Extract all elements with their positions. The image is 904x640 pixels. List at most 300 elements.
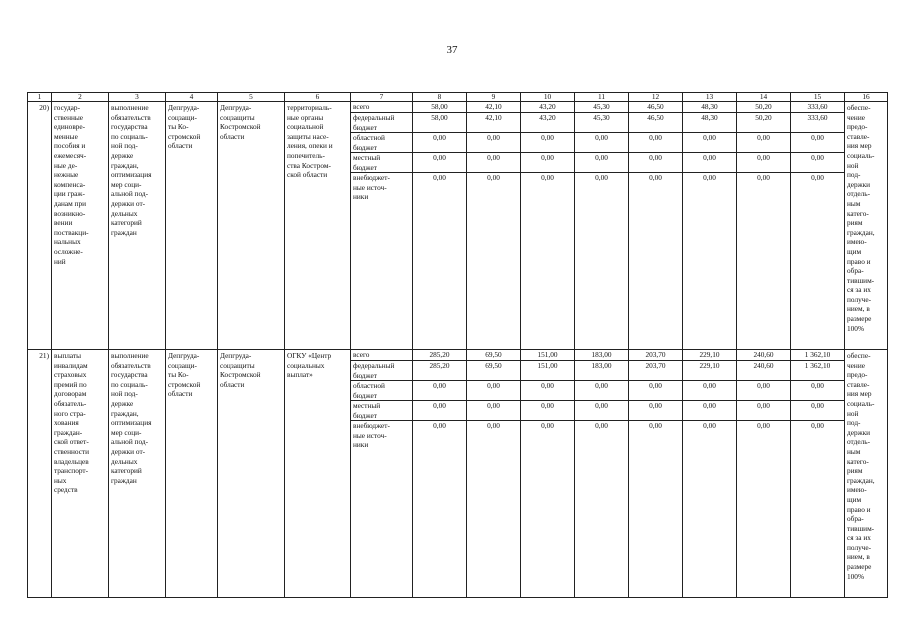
measure-name-line: страховых [54,370,87,380]
measure-name-line: поствакци- [54,227,89,237]
expected-result [845,350,888,598]
year-value-cell [683,350,737,598]
funding-source-label: всего [353,350,370,359]
column-number-12: 12 [629,93,683,102]
year-value-cell [521,102,575,350]
amount-value: 0,00 [791,132,844,152]
column-number-9: 9 [467,93,521,102]
funding-source-label: ники [353,192,369,202]
page-number: 37 [446,44,458,56]
participant-line: территориаль- [287,103,332,112]
amount-value: 0,00 [575,132,628,152]
measure-name [52,102,109,350]
amount-value: 46,50 [647,102,664,111]
responsible-executor-line: ты Ко- [168,122,189,132]
co-executor-line: соцзащиты [220,112,255,122]
responsible-executor-line: Депгруда- [168,351,200,360]
measure-name-line: ственные [54,112,84,122]
measure-name-line: ного стра- [54,408,86,418]
funding-source-label: внебюджет- [353,173,390,182]
co-executor-line: Костромской [220,122,261,132]
amount-value: 0,00 [629,152,682,172]
amount-value: 229,10 [699,350,720,359]
table-row [28,350,888,598]
amount-value: 0,00 [737,400,790,420]
expected-result-line: щим [847,246,862,256]
amount-value: 333,60 [807,102,828,111]
participant-line: выплат» [287,370,313,380]
measure-task-line: дельных [111,208,138,218]
measure-task-line: выполнение [111,351,149,360]
year-value-cell [575,350,629,598]
amount-value: 0,00 [521,152,574,172]
expected-result-line: отдель- [847,437,870,447]
expected-result-line: щим [847,494,862,504]
expected-result-line: предо- [847,370,868,380]
amount-value: 0,00 [521,380,574,400]
measure-task [109,350,166,598]
measure-name-line: нежные [54,170,79,180]
amount-value: 0,00 [791,420,844,597]
expected-result-line: чение [847,360,865,370]
amount-value: 333,60 [791,112,844,132]
co-executor-line: области [220,379,245,389]
expected-result-line: нием, в [847,304,870,314]
expected-result-line: ния мер [847,141,872,151]
amount-value: 1 362,10 [804,350,831,359]
funding-source [351,350,412,360]
amount-value: 50,20 [737,112,790,132]
year-value-cell [629,350,683,598]
co-executor-line: Депгруда- [220,103,252,112]
expected-result-line: получе- [847,542,872,552]
amount-value: 0,00 [629,380,682,400]
expected-result-line: ставле- [847,131,870,141]
amount-value: 0,00 [683,172,736,349]
table-row [28,102,888,350]
expected-result-line: отдель- [847,189,870,199]
expected-result-line: ным [847,446,861,456]
funding-source-label: бюджет [353,410,377,420]
amount-value: 43,20 [539,102,556,111]
participant [285,350,351,598]
funding-source [351,172,412,349]
amount-value: 0,00 [467,172,520,349]
amount-value: 183,00 [591,350,612,359]
funding-source-label: бюджет [353,122,377,132]
amount-value: 0,00 [467,420,520,597]
expected-result-line: нием, в [847,552,870,562]
measure-task-line: мер соци- [111,179,142,189]
expected-result-line: чение [847,112,865,122]
measure-name-line: нальных [54,237,81,247]
expected-result-line: размере [847,562,872,572]
co-executor-line: области [220,131,245,141]
amount-value: 0,00 [683,152,736,172]
column-number-5: 5 [218,93,285,102]
amount-value: 0,00 [737,152,790,172]
year-value-cell [521,350,575,598]
amount-value: 0,00 [791,152,844,172]
funding-source [351,420,412,597]
amount-value: 240,60 [737,360,790,380]
amount-value: 0,00 [737,420,790,597]
measure-task-line: обязательств [111,360,151,370]
column-number-16: 16 [845,93,888,102]
participant-line: ные органы [287,112,324,122]
co-executor-line: соцзащиты [220,360,255,370]
column-numbers-row [28,93,888,102]
amount-value: 0,00 [413,420,466,597]
expected-result-line: под- [847,418,861,428]
expected-result-line: право и [847,256,871,266]
expected-result [845,102,888,350]
measure-name-line: осложне- [54,246,83,256]
measure-task-line: мер соци- [111,427,142,437]
amount-value: 0,00 [413,172,466,349]
amount-value: 69,50 [467,360,520,380]
expected-result-line: имею- [847,485,867,495]
amount-value: 0,00 [413,380,466,400]
funding-source-label: ные источ- [353,430,387,440]
funding-source [351,380,412,400]
measure-name-line: выплаты [54,351,82,360]
measure-task-line: оптимизация [111,418,152,428]
column-number-3: 3 [109,93,166,102]
measure-name-line: вении [54,218,73,228]
responsible-executor-line: стромской [168,379,201,389]
expected-result-line: держки [847,179,871,189]
column-number-14: 14 [737,93,791,102]
measure-task-line: альной под- [111,437,149,447]
amount-value: 0,00 [629,172,682,349]
participant-line: социальных [287,360,325,370]
column-number-4: 4 [166,93,218,102]
measure-name-line: данам при [54,198,86,208]
co-executor-line: Депгруда- [220,351,252,360]
measure-task-line: граждан [111,475,137,485]
responsible-executor-line: области [168,141,193,151]
expected-result-line: обеспе- [847,103,871,112]
column-number-15: 15 [791,93,845,102]
responsible-executor-line: соцзащи- [168,112,197,122]
funding-source-label: областной [353,133,385,142]
amount-value: 0,00 [467,400,520,420]
amount-value: 50,20 [755,102,772,111]
participant [285,102,351,350]
amount-value: 42,10 [467,112,520,132]
amount-value: 69,50 [485,350,502,359]
expected-result-line: получе- [847,294,872,304]
column-number-2: 2 [52,93,109,102]
expected-result-line: социаль- [847,398,875,408]
measure-task-line: держке [111,150,134,160]
measure-task-line: по социаль- [111,131,148,141]
amount-value: 0,00 [629,400,682,420]
responsible-executor-line: соцзащи- [168,360,197,370]
measure-name-line: договорам [54,389,87,399]
expected-result-line: обра- [847,514,864,524]
amount-value: 203,70 [645,350,666,359]
participant-line: социальной [287,122,324,132]
amount-value: 58,00 [413,112,466,132]
amount-value: 0,00 [683,380,736,400]
column-number-11: 11 [575,93,629,102]
amount-value: 0,00 [737,380,790,400]
column-number-8: 8 [413,93,467,102]
column-number-6: 6 [285,93,351,102]
expected-result-line: имею- [847,237,867,247]
participant-line: ОГКУ «Центр [287,351,332,360]
amount-value: 0,00 [683,132,736,152]
expected-result-line: риям [847,466,863,476]
amount-value: 285,20 [413,360,466,380]
measure-name-line: граждан- [54,427,83,437]
amount-value: 0,00 [413,152,466,172]
funding-source [351,152,412,172]
funding-source-label: бюджет [353,390,377,400]
measure-task-line: держке [111,398,134,408]
amount-value: 42,10 [485,102,502,111]
measure-task-line: граждан [111,227,137,237]
measure-name-line: инвалидам [54,360,88,370]
funding-source [351,112,412,132]
amount-value: 0,00 [683,420,736,597]
amount-value: 46,50 [629,112,682,132]
participant-line: защиты насе- [287,131,329,141]
amount-value: 0,00 [791,380,844,400]
amount-value: 0,00 [575,172,628,349]
expected-result-line: ной [847,408,859,418]
funding-source-cell [351,102,413,350]
expected-result-line: ния мер [847,389,872,399]
amount-value: 43,20 [521,112,574,132]
amount-value: 151,00 [521,360,574,380]
co-executor-line: Костромской [220,370,261,380]
amount-value: 0,00 [629,132,682,152]
column-number-7: 7 [351,93,413,102]
funding-source-label: федеральный [353,113,395,122]
expected-result-line: граждан, [847,227,875,237]
measure-task-line: ной под- [111,141,138,151]
measure-name-line: компенса- [54,179,86,189]
expected-result-line: ставле- [847,379,870,389]
amount-value: 0,00 [521,172,574,349]
column-number-10: 10 [521,93,575,102]
measure-task-line: категорий [111,218,142,228]
measure-name-line: ции граж- [54,189,85,199]
responsible-executor-line: стромской [168,131,201,141]
expected-result-line: риям [847,218,863,228]
amount-value: 58,00 [431,102,448,111]
measure-name-line: владельцев [54,456,89,466]
funding-source-label: местный [353,401,381,410]
amount-value: 229,10 [683,360,736,380]
measure-name-line: единовре- [54,122,86,132]
expected-result-line: социаль- [847,150,875,160]
measure-name-line: транспорт- [54,466,89,476]
measure-name-line: ственности [54,446,90,456]
program-table [27,92,888,598]
measure-task-line: ной под- [111,389,138,399]
expected-result-line: граждан, [847,475,875,485]
expected-result-line: обеспе- [847,351,871,360]
measure-task-line: категорий [111,466,142,476]
measure-name-line: государ- [54,103,81,112]
year-value-cell [737,102,791,350]
responsible-executor-line: Депгруда- [168,103,200,112]
participant-line: ления, опеки и [287,141,333,151]
amount-value: 0,00 [413,400,466,420]
participant-line: попечитель- [287,150,325,160]
funding-source [351,360,412,380]
co-executor [218,102,285,350]
measure-task-line: оптимизация [111,170,152,180]
amount-value: 0,00 [683,400,736,420]
amount-value: 48,30 [701,102,718,111]
measure-name-line: хования [54,418,79,428]
amount-value: 0,00 [467,152,520,172]
amount-value: 0,00 [629,420,682,597]
row-number: 21) [28,350,52,598]
measure-name-line: возникно- [54,208,86,218]
year-value-cell [413,350,467,598]
expected-result-line: обра- [847,266,864,276]
expected-result-line: ной [847,160,859,170]
amount-value: 0,00 [737,132,790,152]
expected-result-line: ным [847,198,861,208]
expected-result-line: 100% [847,323,865,333]
year-value-cell [629,102,683,350]
amount-value: 0,00 [521,400,574,420]
amount-value: 285,20 [429,350,450,359]
year-value-cell [467,102,521,350]
expected-result-line: катего- [847,456,869,466]
expected-result-line: катего- [847,208,869,218]
co-executor [218,350,285,598]
participant-line: ской области [287,170,328,180]
amount-value: 0,00 [413,132,466,152]
year-value-cell [413,102,467,350]
year-value-cell [467,350,521,598]
expected-result-line: 100% [847,571,865,581]
amount-value: 0,00 [737,172,790,349]
funding-source-label: ники [353,440,369,450]
measure-task-line: по социаль- [111,379,148,389]
measure-name-line: обязатель- [54,398,87,408]
amount-value: 0,00 [791,400,844,420]
expected-result-line: держки [847,427,871,437]
expected-result-line: тившим- [847,275,875,285]
measure-task-line: держки от- [111,446,146,456]
funding-source-label: внебюджет- [353,421,390,430]
funding-source-label: бюджет [353,370,377,380]
responsible-executor-line: ты Ко- [168,370,189,380]
measure-name-line: ежемесяч- [54,150,87,160]
funding-source-label: областной [353,381,385,390]
responsible-executor [166,102,218,350]
amount-value: 45,30 [575,112,628,132]
responsible-executor-line: области [168,389,193,399]
year-value-cell [791,350,845,598]
measure-name [52,350,109,598]
funding-source [351,132,412,152]
measure-name-line: пособия и [54,141,86,151]
amount-value: 48,30 [683,112,736,132]
amount-value: 0,00 [521,420,574,597]
amount-value: 0,00 [521,132,574,152]
measure-task [109,102,166,350]
year-value-cell [575,102,629,350]
year-value-cell [683,102,737,350]
amount-value: 0,00 [791,172,844,349]
amount-value: 183,00 [575,360,628,380]
expected-result-line: размере [847,314,872,324]
amount-value: 151,00 [537,350,558,359]
amount-value: 203,70 [629,360,682,380]
funding-source-cell [351,350,413,598]
measure-name-line: ской ответ- [54,437,89,447]
funding-source-label: ные источ- [353,182,387,192]
amount-value: 45,30 [593,102,610,111]
measure-name-line: ные де- [54,160,78,170]
funding-source-label: бюджет [353,162,377,172]
participant-line: ства Костром- [287,160,331,170]
measure-task-line: государства [111,370,148,380]
measure-task-line: альной под- [111,189,149,199]
measure-name-line: ний [54,256,66,266]
measure-task-line: держки от- [111,198,146,208]
measure-name-line: менные [54,131,78,141]
amount-value: 0,00 [467,132,520,152]
column-number-1: 1 [28,93,52,102]
expected-result-line: предо- [847,122,868,132]
expected-result-line: право и [847,504,871,514]
amount-value: 0,00 [467,380,520,400]
year-value-cell [791,102,845,350]
measure-task-line: граждан, [111,160,139,170]
funding-source [351,102,412,112]
measure-task-line: обязательств [111,112,151,122]
year-value-cell [737,350,791,598]
expected-result-line: тившим- [847,523,875,533]
expected-result-line: ся за их [847,285,871,295]
amount-value: 1 362,10 [791,360,844,380]
row-number: 20) [28,102,52,350]
funding-source-label: всего [353,102,370,111]
measure-task-line: выполнение [111,103,149,112]
funding-source [351,400,412,420]
funding-source-label: федеральный [353,361,395,370]
measure-task-line: граждан, [111,408,139,418]
funding-source-label: бюджет [353,142,377,152]
measure-task-line: государства [111,122,148,132]
amount-value: 0,00 [575,400,628,420]
expected-result-line: под- [847,170,861,180]
measure-task-line: дельных [111,456,138,466]
amount-value: 0,00 [575,152,628,172]
measure-name-line: ных [54,475,67,485]
amount-value: 0,00 [575,420,628,597]
column-number-13: 13 [683,93,737,102]
responsible-executor [166,350,218,598]
expected-result-line: ся за их [847,533,871,543]
amount-value: 0,00 [575,380,628,400]
measure-name-line: средств [54,485,78,495]
measure-name-line: премий по [54,379,87,389]
funding-source-label: местный [353,153,381,162]
amount-value: 240,60 [753,350,774,359]
